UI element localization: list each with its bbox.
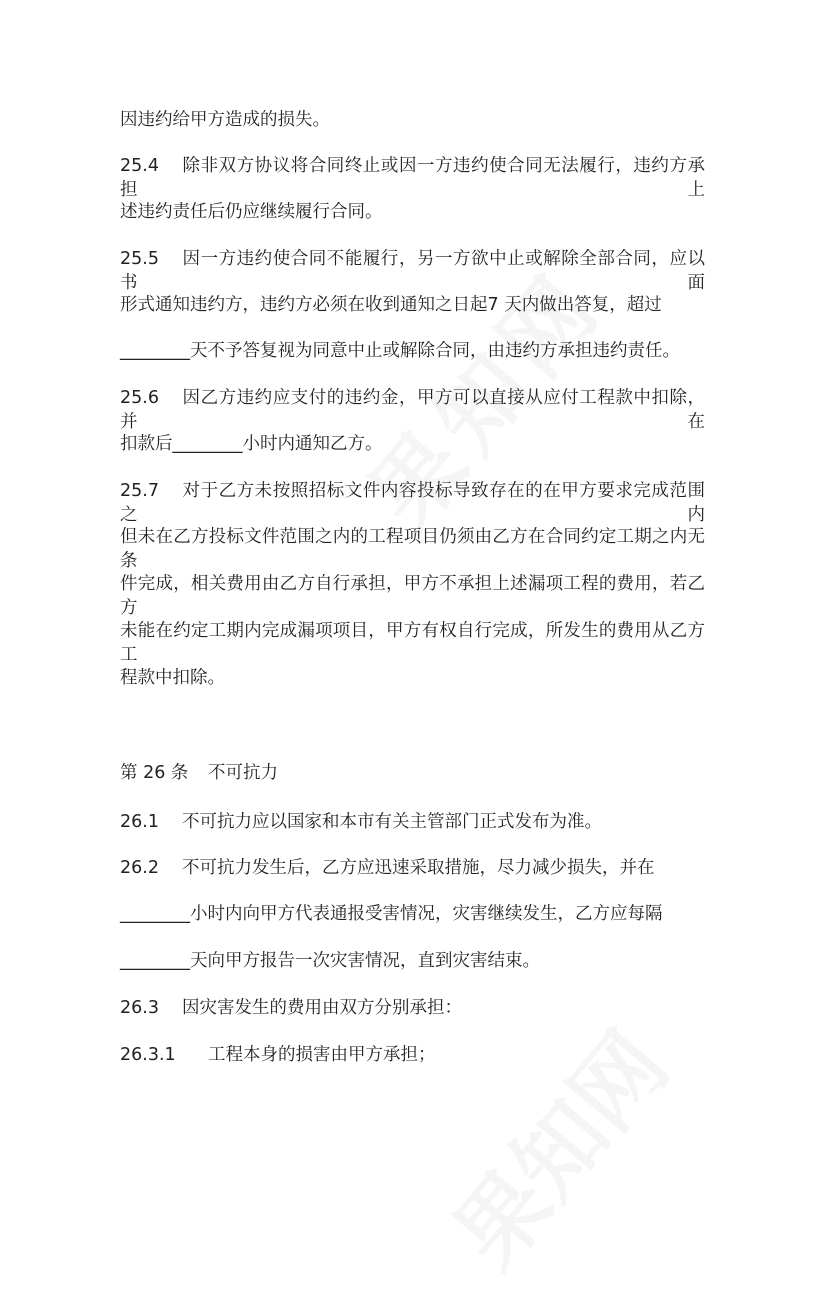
clause-text: 工程本身的损害由甲方承担； [208,1045,436,1065]
watermark [418,1000,691,1290]
clause-26-1 [120,810,602,834]
paragraph-line: 但未在乙方投标文件范围之内的工程项目仍须由乙方在合同约定工期之内无条 [120,527,705,571]
clause-number: 26.2 [120,858,159,878]
clause-26-3 [120,996,462,1020]
clause-text: 因乙方违约应支付的违约金，甲方可以直接从应付工程款中扣除，并在 [120,388,705,432]
clause-text: 不可抗力发生后，乙方应迅速采取措施，尽力减少损失，并在 [182,858,655,878]
clause-25-6 [120,386,705,434]
article-number: 第 26 条 [120,763,189,783]
clause-25-5 [120,247,705,295]
clause-26-3-1 [120,1043,436,1067]
clause-25-7 [120,479,705,527]
clause-26-2 [120,856,655,880]
paragraph-line: 扣款后________小时内通知乙方。 [120,434,383,454]
clause-text: 除非双方协议将合同终止或因一方违约使合同无法履行，违约方承担上 [120,156,705,200]
clause-number: 26.3.1 [120,1045,176,1065]
clause-number: 26.3 [120,998,159,1018]
paragraph-line: 述违约责任后仍应继续履行合同。 [120,202,383,222]
paragraph-line: ________天向甲方报告一次灾害情况，直到灾害结束。 [120,951,540,971]
clause-text: 因一方违约使合同不能履行，另一方欲中止或解除全部合同，应以书面 [120,249,705,293]
clause-text: 不可抗力应以国家和本市有关主管部门正式发布为准。 [182,812,602,832]
paragraph-line: 程款中扣除。 [120,668,225,688]
article-heading [120,761,278,785]
paragraph-line: ________天不予答复视为同意中止或解除合同，由违约方承担违约责任。 [120,341,680,361]
clause-number: 26.1 [120,812,159,832]
clause-number: 25.7 [120,481,159,501]
clause-number: 25.6 [120,388,159,408]
clause-number: 25.4 [120,156,159,176]
clause-text: 对于乙方未按照招标文件内容投标导致存在的在甲方要求完成范围之内 [120,481,705,525]
paragraph-line: 因违约给甲方造成的损失。 [120,110,330,130]
paragraph-line: ________小时内向甲方代表通报受害情况，灾害继续发生，乙方应每隔 [120,904,663,924]
paragraph-line: 件完成，相关费用由乙方自行承担，甲方不承担上述漏项工程的费用，若乙方 [120,574,705,618]
paragraph-line: 形式通知违约方，违约方必须在收到通知之日起7 天内做出答复，超过 [120,295,662,315]
article-title: 不可抗力 [208,763,278,783]
paragraph-line: 未能在约定工期内完成漏项项目，甲方有权自行完成，所发生的费用从乙方工 [120,621,705,665]
clause-text: 因灾害发生的费用由双方分别承担： [182,998,462,1018]
clause-25-4 [120,154,705,202]
clause-number: 25.5 [120,249,159,269]
